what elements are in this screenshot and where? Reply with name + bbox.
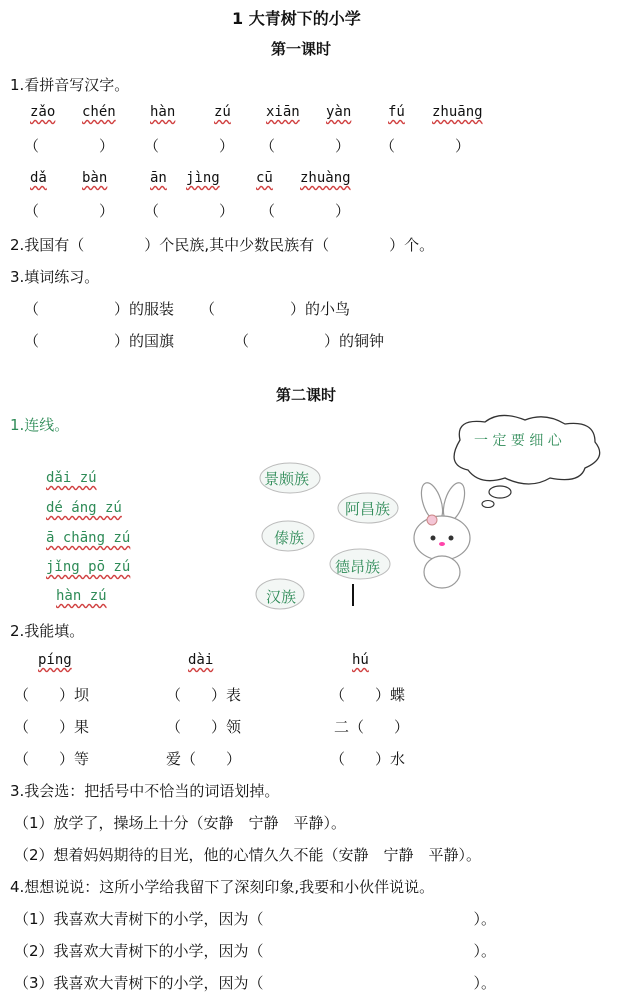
match-pinyin[interactable]: hàn zú [56,588,107,604]
lesson1-heading: 第一课时 [271,40,332,58]
answer-blank[interactable]: （ ） [260,137,351,155]
pinyin: jìng [186,170,220,186]
fill-item[interactable]: （ ）表 [166,686,242,704]
pinyin: fú [388,104,405,120]
lesson1-q1: 1.看拼音写汉字。 [10,76,130,94]
fill-item[interactable]: （ ）的服装 [24,300,175,318]
fill-item[interactable]: （ ）果 [14,718,90,736]
fill-item[interactable]: （ ）坝 [14,686,90,704]
fill-item[interactable]: 二（ ） [334,718,410,736]
answer-blank[interactable]: （ ） [24,202,115,220]
fill-item[interactable]: （ ）蝶 [330,686,406,704]
pinyin: hàn [150,104,176,120]
lesson1-q3: 3.填词练习。 [10,268,100,286]
pinyin: yàn [326,104,352,120]
fill-item[interactable]: （ ）领 [166,718,242,736]
pinyin: zhuāng [432,104,483,120]
lesson2-q1: 1.连线。 [10,416,70,434]
pinyin: zú [214,104,231,120]
answer-blank[interactable]: （ ） [24,137,115,155]
pinyin: hú [352,652,369,668]
fill-item[interactable]: （ ）的铜钟 [234,332,385,350]
match-pinyin[interactable]: jǐng pō zú [46,559,131,575]
answer-item[interactable]: （2）我喜欢大青树下的小学，因为（ ）。 [14,942,497,960]
lesson2-q3: 3.我会选：把括号中不恰当的词语划掉。 [10,782,280,800]
pinyin: cū [256,170,273,186]
lesson2-q4: 4.想想说说：这所小学给我留下了深刻印象,我要和小伙伴说说。 [10,878,435,896]
match-pinyin[interactable]: ā chāng zú [46,530,131,546]
answer-blank[interactable]: （ ） [260,202,351,220]
answer-blank[interactable]: （ ） [144,137,235,155]
answer-item[interactable]: （3）我喜欢大青树下的小学，因为（ ）。 [14,974,497,992]
pinyin: xiān [266,104,300,120]
choice-item[interactable]: （2）想着妈妈期待的目光，他的心情久久不能（安静 宁静 平静）。 [14,846,482,864]
fill-item[interactable]: （ ）等 [14,750,90,768]
match-pinyin[interactable]: dǎi zú [46,470,97,486]
lesson2-q2: 2.我能填。 [10,622,85,640]
pinyin: dài [188,652,214,668]
answer-item[interactable]: （1）我喜欢大青树下的小学，因为（ ）。 [14,910,497,928]
bunny-character-icon [402,480,482,595]
match-pinyin[interactable]: dé áng zú [46,500,122,516]
answer-blank[interactable]: （ ） [380,137,471,155]
people-label[interactable]: 汉族 [266,588,297,606]
pinyin: zhuàng [300,170,351,186]
fill-item[interactable]: （ ）水 [330,750,406,768]
pinyin: bàn [82,170,108,186]
lesson1-q2: 2.我国有（ ）个民族,其中少数民族有（ ）个。 [10,236,435,254]
pinyin: píng [38,652,72,668]
answer-blank[interactable]: （ ） [144,202,235,220]
people-label[interactable]: 德昂族 [335,558,381,576]
people-label[interactable]: 阿昌族 [345,500,391,518]
pinyin: zǎo [30,104,56,120]
cloud-text: 一 定 要 细 心 [474,433,562,449]
pinyin: dǎ [30,170,47,186]
pinyin: ān [150,170,167,186]
lesson2-heading: 第二课时 [276,386,337,404]
choice-item[interactable]: （1）放学了，操场上十分（安静 宁静 平静）。 [14,814,347,832]
fill-item[interactable]: 爱（ ） [166,750,242,768]
people-label[interactable]: 傣族 [274,529,305,547]
fill-item[interactable]: （ ）的国旗 [24,332,175,350]
people-label[interactable]: 景颇族 [264,470,310,488]
pinyin: chén [82,104,116,120]
fill-item[interactable]: （ ）的小鸟 [200,300,351,318]
page-title: 1 大青树下的小学 [232,9,361,28]
